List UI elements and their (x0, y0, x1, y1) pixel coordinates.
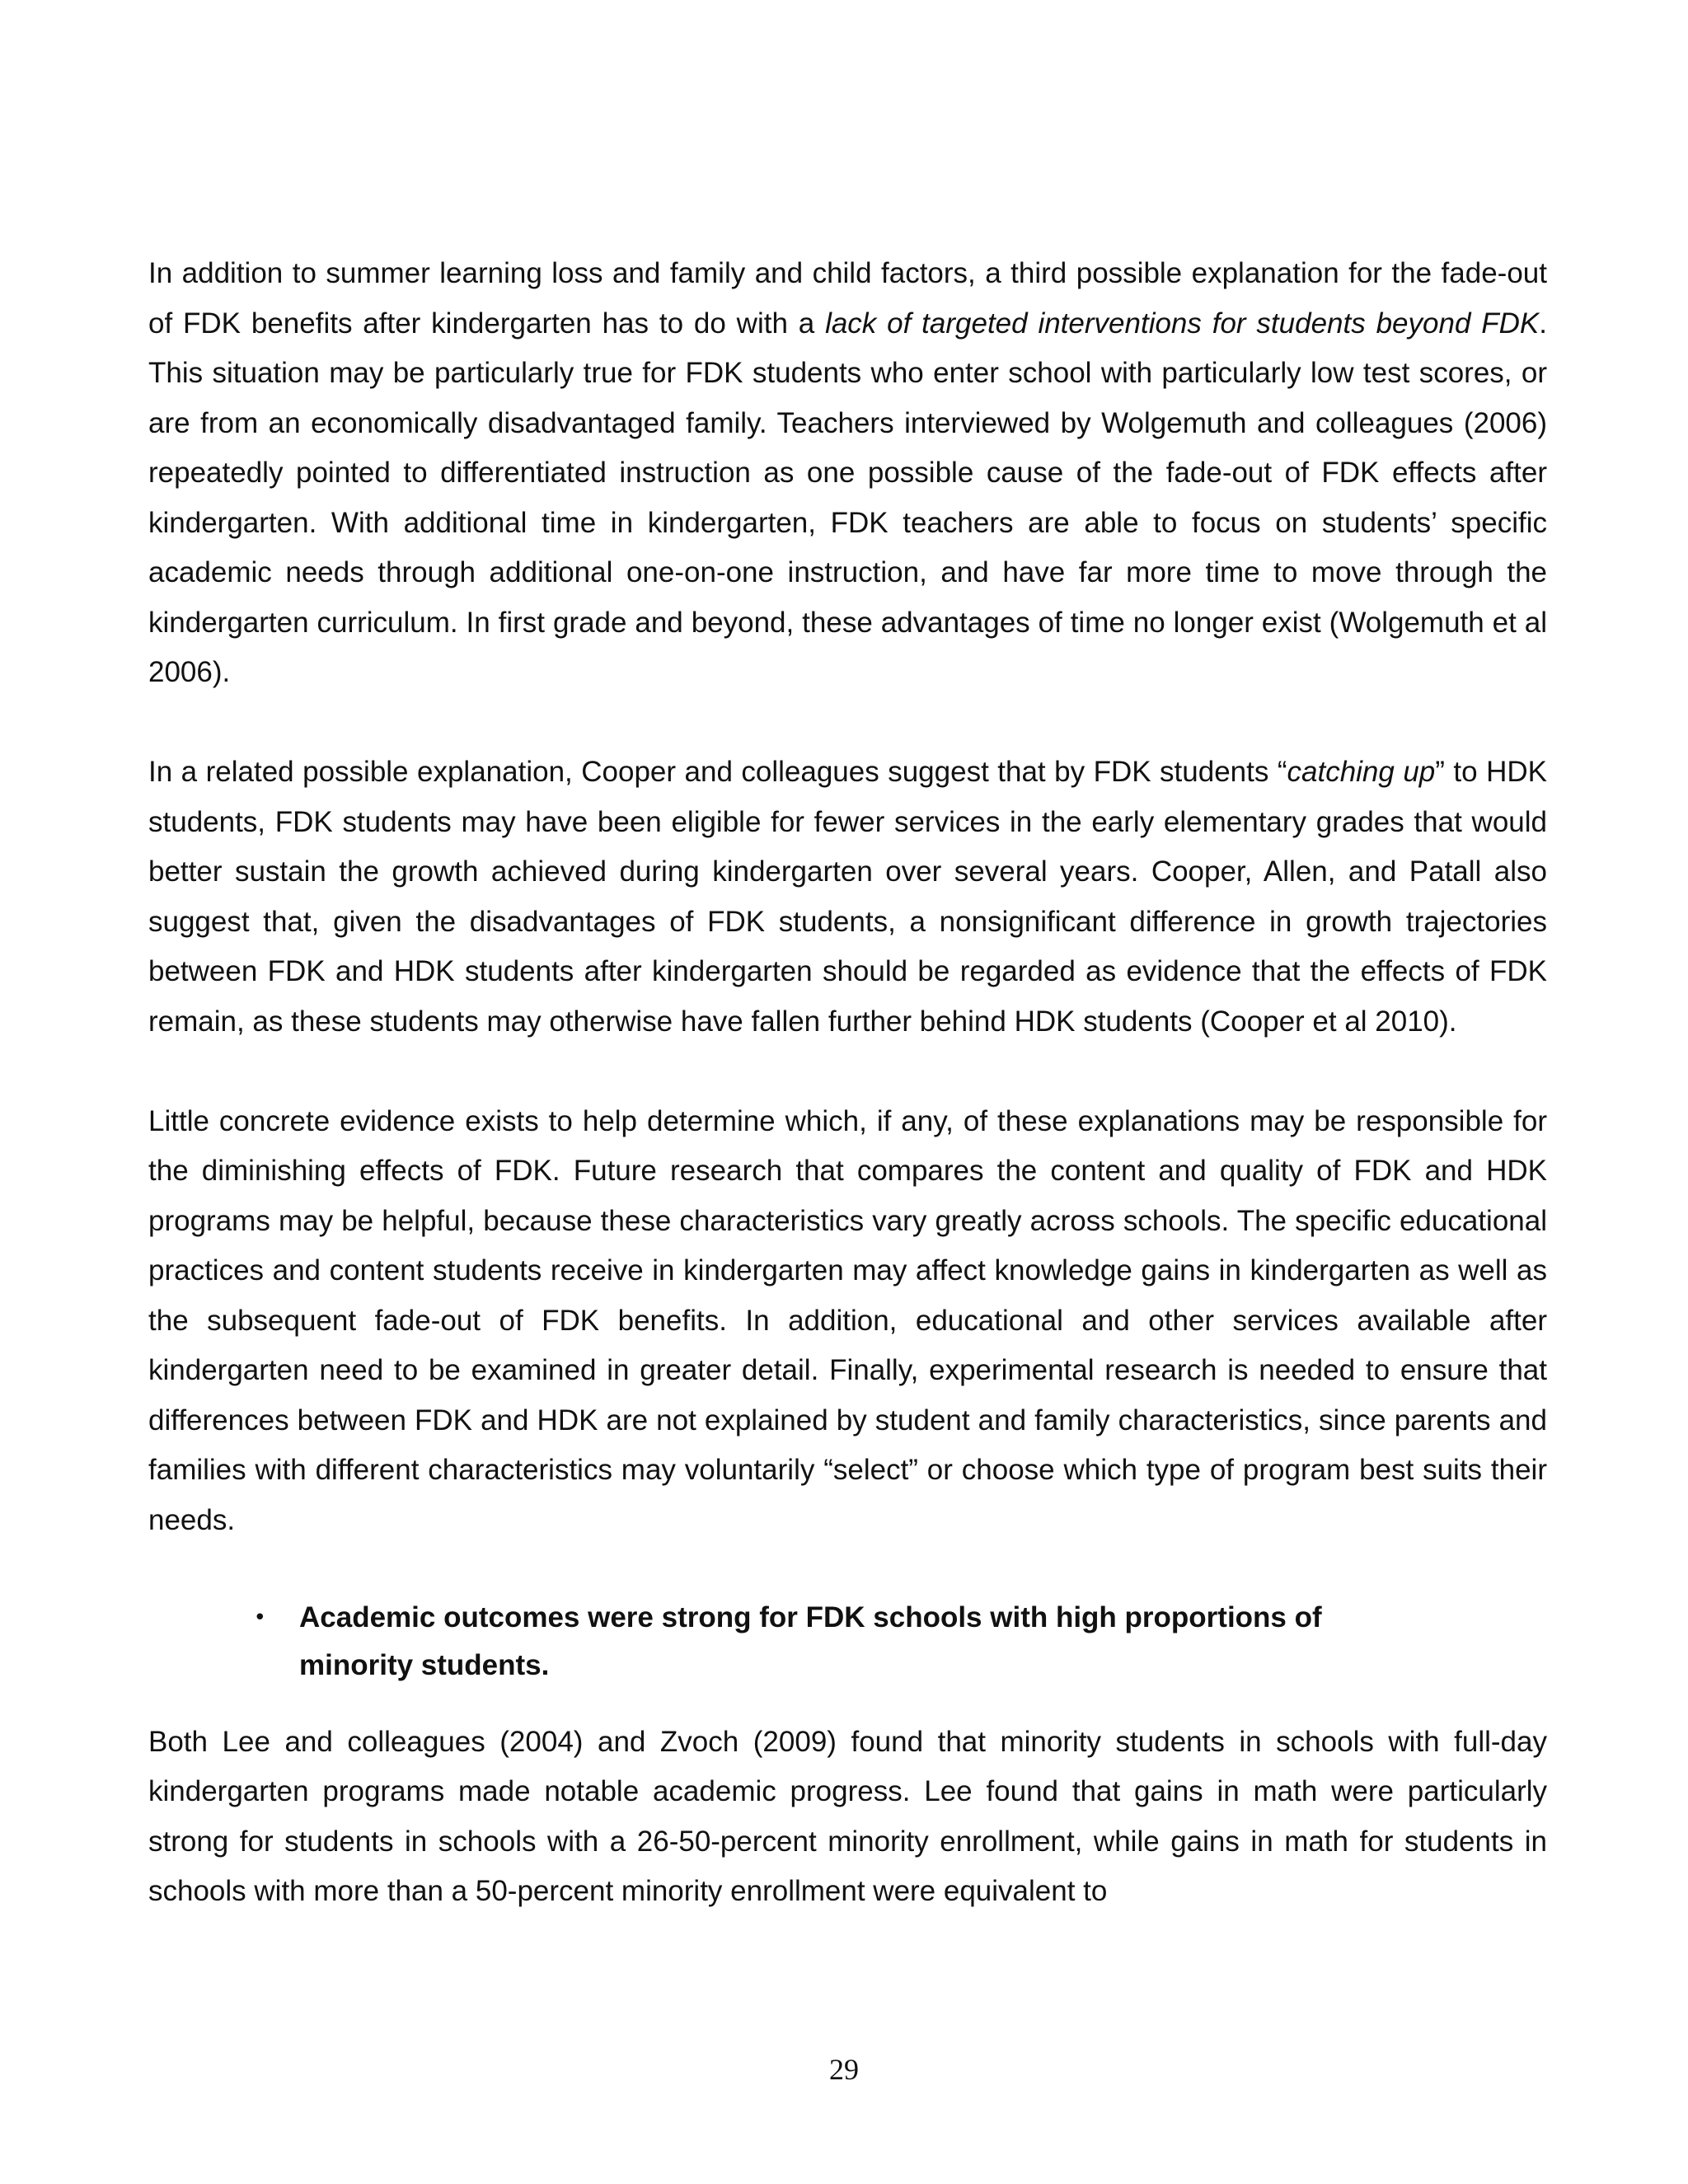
paragraph-targeted-interventions (148, 249, 1547, 698)
bullet-item (148, 1594, 1547, 1690)
paragraph-2-text-b: ” to HDK students, FDK students may have been eligible for fewer services in the early elementary grades that would better sustain the growth achieved during kindergarten over several years. Cooper, Allen, and Patall also suggest that, given the disadvantages of FDK students, a nonsignificant difference in growth trajectories between FDK and HDK students after kindergarten should be regarded as evidence that the effects of FDK remain, as these students may otherwise have fallen further behind HDK students (Cooper et al 2010). (148, 756, 1547, 1038)
paragraph-minority-outcomes: Both Lee and colleagues (2004) and Zvoch (2009) found that minority students in schools with full-day kindergarten programs made notable academic progress. Lee found that gains in math were particularly strong for students in schools with a 26-50-percent minority enrollment, while gains in math for students in schools with more than a 50-percent minority enrollment were equivalent to (148, 1725, 1547, 1907)
page-number: 29 (829, 2053, 859, 2086)
body-text (148, 249, 1547, 1917)
bullet-symbol: • (253, 1605, 266, 1630)
bullet-heading: Academic outcomes were strong for FDK schools with high proportions of minority students. (299, 1601, 1322, 1681)
paragraph-1-text-b: . This situation may be particularly true for FDK students who enter school with particularly low test scores, or are from an economically disadvantaged family. Teachers interviewed by Wolgemuth and colleagues (2006) repeatedly pointed to differentiated instruction as one possible cause of the fade-out of FDK effects after kindergarten. With additional time in kindergarten, FDK teachers are able to focus on students’ specific academic needs through additional one-on-one instruction, and have far more time to move through the kindergarten curriculum. In first grade and beyond, these advantages of time no longer exist (Wolgemuth et al 2006). (148, 307, 1547, 688)
paragraph-little-evidence: Little concrete evidence exists to help determine which, if any, of these explanations may be responsible for the diminishing effects of FDK. Future research that compares the content and quality of FDK and HDK programs may be helpful, because these characteristics vary greatly across schools. The specific educational practices and content students receive in kindergarten may affect knowledge gains in kindergarten as well as the subsequent fade-out of FDK benefits. In addition, educational and other services available after kindergarten need to be examined in greater detail. Finally, experimental research is needed to ensure that differences between FDK and HDK are not explained by student and family characteristics, since parents and families with different characteristics may voluntarily “select” or choose which type of program best suits their needs. (148, 1104, 1547, 1536)
paragraph-1-italic-phrase: lack of targeted interventions for students beyond FDK (825, 307, 1540, 340)
paragraph-1-text-a: In addition to summer learning loss and family and child factors, a third possible explanation for the fade-out of FDK benefits after kindergarten has to do with a (148, 257, 1547, 340)
paragraph-catching-up (148, 748, 1547, 1047)
paragraph-2-italic-phrase: catching up (1287, 756, 1436, 788)
paragraph-2-text-a: In a related possible explanation, Cooper and colleagues suggest that by FDK students “ (148, 756, 1287, 788)
